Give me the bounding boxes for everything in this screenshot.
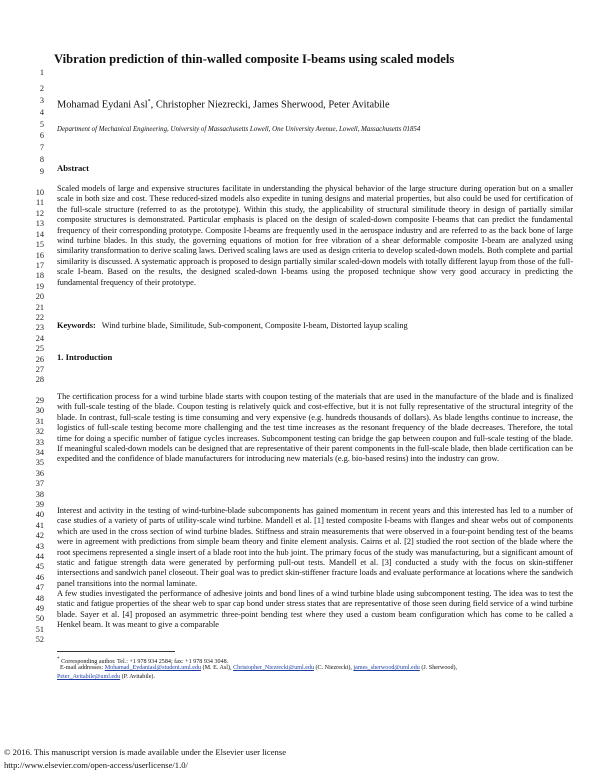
line-number: 39 (35, 500, 44, 509)
line-number: 41 (35, 521, 44, 530)
line-number: 20 (35, 292, 44, 301)
author-list (57, 99, 390, 110)
line-number: 2 (39, 84, 44, 93)
line-number: 25 (35, 344, 44, 353)
line-number: 48 (35, 594, 44, 603)
line-number: 50 (35, 614, 44, 623)
abstract-heading: Abstract (57, 163, 89, 173)
line-number: 51 (35, 625, 44, 634)
line-number: 10 (35, 188, 44, 197)
line-number: 35 (35, 458, 44, 467)
email-link-niezrecki[interactable]: Christopher_Niezrecki@uml.edu (233, 665, 314, 671)
email-link-avitabile[interactable]: Peter_Avitabile@uml.edu (57, 674, 121, 680)
intro-paragraph-1: The certification process for a wind turbine blade starts with coupon testing of the materials that are used in the manufacture of the blade and is finalized with full-scale testing of the blade. Coupon testing is relatively quick and cost-effective, but it is not fully representative of the structural integrity of the blade. In contrast, full-scale testing is time consuming and very expensive (e.g. hundreds thousands of dollars). As blade lengths continue to increase, the logistics of full-scale testing become more challenging and the test time increases as the resonant frequency of the blade decreases. Therefore, the total time for doing a specific number of fatigue cycles increases. Subcomponent testing can bridge the gap between coupon and full-scale testing of the blade. If meaningful scaled-down models can be designed that are representative of their parent components in the full-scale blade, then blade certification can be expedited and the confidence of blade manufacturers for introducing new materials (e.g. bio-based resins) into the industry can grow. (57, 392, 573, 464)
affiliation: Department of Mechanical Engineering, University of Massachusetts Lowell, One University Avenue, Lowell, Massachusetts 01854 (57, 126, 421, 133)
line-number: 13 (35, 219, 44, 228)
line-number: 38 (35, 490, 44, 499)
intro-paragraph-3: A few studies investigated the performance of adhesive joints and bond lines of a wind turbine blade using subcomponent testing. The idea was to test the static and fatigue properties of the shear web to spar cap bond under stress states that are representative of those seen during field service of a wind turbine blade. Sayer et al. [4] proposed an asymmetric three-point bending test where they used a custom beam configuration which has come to be called a Henkel beam. It was meant to give a comparable (57, 589, 573, 630)
line-number: 4 (39, 108, 44, 117)
line-number: 42 (35, 531, 44, 540)
line-number: 14 (35, 230, 44, 239)
email-link-asl[interactable]: Mohamad_Eydaniasl@student.uml.edu (104, 665, 202, 671)
line-number: 9 (39, 167, 44, 176)
line-number: 5 (39, 120, 44, 129)
line-number: 49 (35, 604, 44, 613)
email-owner-avitabile: (P. Avitabile). (121, 674, 155, 680)
line-number: 47 (35, 583, 44, 592)
line-number: 26 (35, 355, 44, 364)
abstract-text: Scaled models of large and expensive structures facilitate in understanding the physical behavior of the large structure during operation but on a smaller scale in both size and cost. These reduced-sized models also expedite in tuning designs and material properties, but also could be used for certification of the full-scale structure (referred to as the prototype). Within this study, the applicability of structural similitude theory in design of partially similar composite structures is demonstrated. Particular emphasis is placed on the design of scaled-down composite I-beams that can predict the fundamental frequency of their corresponding prototype. Composite I-beams are frequently used in the aerospace industry and are referred to as the back bone of large wind turbine blades. In this study, the governing equations of motion for free vibration of a shear deformable composite I-beam are analyzed using similarity transformation to derive scaling laws. Derived scaling laws are used as design criteria to develop scaled-down models. Both complete and partial similarity is discussed. A systematic approach is proposed to design partially similar scaled-down models with totally different layup from those of the full-scale I-beam. Based on the results, the designed scaled-down I-beams using the proposed technique show very good accuracy in predicting the fundamental frequency of their prototype. (57, 184, 573, 287)
license-statement: © 2016. This manuscript version is made available under the Elsevier user license (4, 747, 287, 757)
line-number: 8 (39, 155, 44, 164)
license-url[interactable]: http://www.elsevier.com/open-access/userlicense/1.0/ (4, 760, 188, 770)
line-number: 46 (35, 573, 44, 582)
email-link-sherwood[interactable]: james_sherwood@uml.edu (353, 665, 420, 671)
email-owner-asl: (M. E. Asl), (202, 665, 232, 671)
line-number: 29 (35, 396, 44, 405)
line-number: 12 (35, 209, 44, 218)
section-heading-introduction: 1. Introduction (57, 352, 113, 362)
line-number: 22 (35, 313, 44, 322)
line-number: 19 (35, 282, 44, 291)
line-number: 36 (35, 469, 44, 478)
line-number: 18 (35, 271, 44, 280)
keywords (57, 321, 408, 330)
line-number: 15 (35, 240, 44, 249)
line-number: 6 (39, 131, 44, 140)
line-number: 44 (35, 552, 44, 561)
line-number: 31 (35, 417, 44, 426)
line-number: 21 (35, 303, 44, 312)
line-number: 43 (35, 542, 44, 551)
footnote-corresponding-text: Corresponding author. Tel.: +1 978 934 2584; fax: +1 978 934 3048. (61, 659, 229, 666)
line-number: 27 (35, 365, 44, 374)
line-number: 17 (35, 261, 44, 270)
line-number: 7 (39, 143, 44, 152)
line-number: 32 (35, 427, 44, 436)
footnote-emails (57, 664, 577, 682)
corresponding-mark: * (147, 99, 151, 105)
line-number: 28 (35, 375, 44, 384)
line-number: 40 (35, 510, 44, 519)
intro-paragraph-2: Interest and activity in the testing of wind-turbine-blade subcomponents has gained momentum in recent years and this interested has led to a number of case studies of a variety of parts of utility-scale wind turbine. Mandell et al. [1] tested composite I-beams with flanges and shear webs out of components which are used in the cross section of wind turbine blades. Stiffness and strain measurements that were observed in a four-point bending test of the beams were in agreement with predictions from simple beam theory and finite element analysis. Cairns et al. [2] studied the root section of the blade where the root specimens represented a single insert of a blade root into the hub joint. The primary focus of the study was manufacturing, but a significant amount of static and fatigue strength data were generated by performing pull-out tests. Mandell et al. [3] conducted a study with the focus on skin-stiffener intersections and sandwich panel closeout. Their goal was to predict skin-stiffener fracture loads and evaluate performance at locations where the sandwich panel transitions into the normal laminate. (57, 506, 573, 588)
other-authors: , Christopher Niezrecki, James Sherwood, Peter Avitabile (150, 99, 390, 111)
line-number: 23 (35, 323, 44, 332)
footnote-mark: * (57, 656, 60, 662)
footnote-separator (57, 651, 175, 652)
line-number: 24 (35, 334, 44, 343)
line-number: 1 (39, 68, 44, 77)
email-owner-sherwood: (J. Sherwood), (421, 665, 458, 671)
keywords-label: Keywords: (57, 321, 96, 330)
line-number: 30 (35, 406, 44, 415)
line-number: 34 (35, 448, 44, 457)
line-number: 11 (36, 198, 44, 207)
keywords-text: Wind turbine blade, Similitude, Sub-component, Composite I-beam, Distorted layup scaling (101, 321, 408, 330)
email-label: E-mail addresses: (60, 665, 104, 671)
line-number: 16 (35, 251, 44, 260)
email-owner-niezrecki: (C. Niezrecki), (315, 665, 352, 671)
first-author: Mohamad Eydani Asl (57, 99, 148, 111)
line-number: 37 (35, 479, 44, 488)
paper-title: Vibration prediction of thin-walled composite I-beams using scaled models (54, 52, 455, 66)
line-number: 3 (39, 96, 44, 105)
line-number: 33 (35, 438, 44, 447)
line-number: 45 (35, 562, 44, 571)
line-number: 52 (35, 635, 44, 644)
